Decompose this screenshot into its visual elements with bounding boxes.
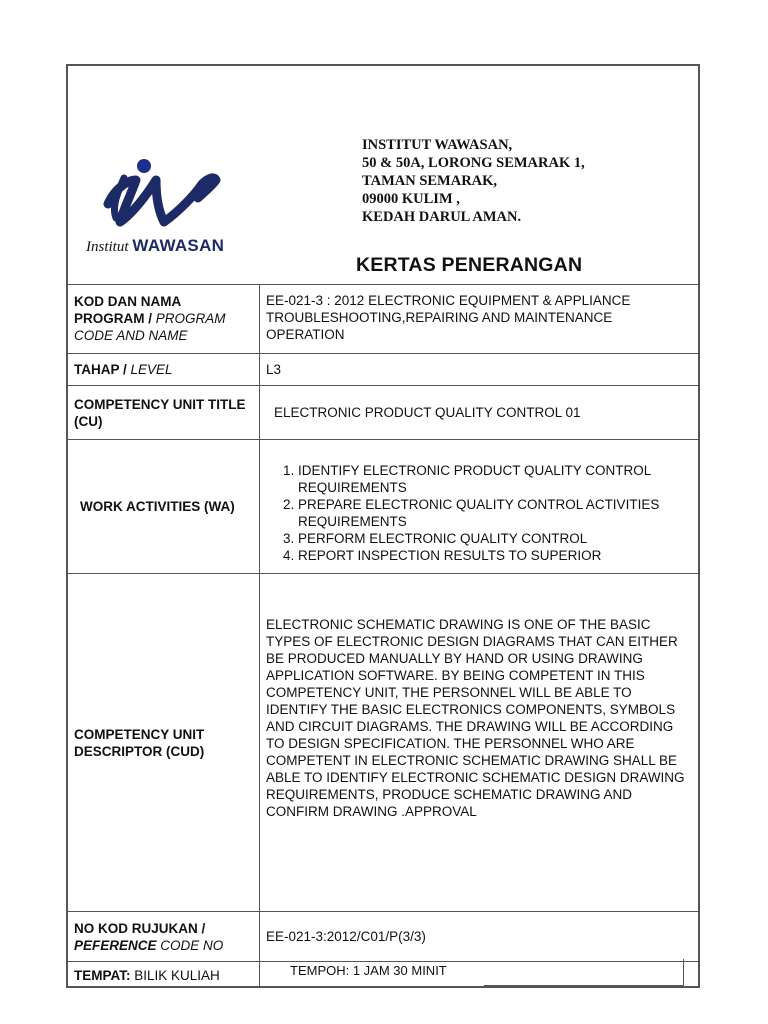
reference-value: EE-021-3:2012/C01/P(3/3) [266,929,426,944]
program-label-bold-2: PROGRAM / [74,311,153,326]
program-label [68,284,260,353]
place-label-bold: TEMPAT: [74,967,131,983]
reference-label [68,912,260,961]
document-header [68,66,698,285]
place-value [260,962,698,988]
list-item: 4. REPORT INSPECTION RESULTS TO SUPERIOR [298,547,692,564]
address-line: KEDAH DARUL AMAN. [362,209,522,225]
logo-bold-text: WAWASAN [132,236,225,255]
program-label-italic-1: PROGRAM [152,311,226,326]
institut-wawasan-logo [86,156,266,266]
document-sheet [66,64,700,988]
cu-label: COMPETENCY UNIT TITLE (CU) [68,386,260,439]
wa-label: WORK ACTIVITIES (WA) [68,440,260,573]
cud-label: COMPETENCY UNIT DESCRIPTOR (CUD) [68,574,260,911]
time-value: TEMPOH: 1 JAM 30 MINIT [290,963,447,978]
cu-value: ELECTRONIC PRODUCT QUALITY CONTROL 01 [274,405,581,420]
program-row [68,284,698,354]
wa-value [260,440,698,573]
address-line: 50 & 50A, LORONG SEMARAK 1, [362,155,585,171]
place-label-plain: BILIK KULIAH [130,967,220,983]
place-label [68,962,260,988]
program-label-bold-1: KOD DAN NAMA [74,294,182,309]
list-item: 3. PERFORM ELECTRONIC QUALITY CONTROL [298,530,692,547]
level-row [68,354,698,386]
work-activities-list [266,462,692,564]
cu-row [68,386,698,440]
place-row [68,962,698,988]
logo-wordmark [86,236,286,256]
reference-label-bold-italic: PEFERENCE [74,937,157,953]
level-value: L3 [266,362,282,377]
level-label-bold: TAHAP / [74,362,127,377]
level-label-italic: LEVEL [126,362,173,377]
program-value: EE-021-3 : 2012 ELECTRONIC EQUIPMENT & APPLIANCE TROUBLESHOOTING,REPAIRING AND MAINTENANCE OPERATION [266,293,631,342]
wa-row [68,440,698,574]
cud-row [68,574,698,912]
address-line: TAMAN SEMARAK, [362,173,498,189]
list-item: 2. PREPARE ELECTRONIC QUALITY CONTROL ACTIVITIES REQUIREMENTS [298,496,692,530]
logo-mark-icon [86,156,266,236]
address-line: 09000 KULIM , [362,191,460,207]
time-box [484,959,684,986]
program-label-italic-2: CODE AND NAME [74,328,188,343]
institute-address [362,136,682,226]
level-label [68,354,260,385]
document-title: KERTAS PENERANGAN [356,254,583,276]
reference-row [68,912,698,962]
cud-value: ELECTRONIC SCHEMATIC DRAWING IS ONE OF THE BASIC TYPES OF ELECTRONIC DESIGN DIAGRAMS THAT CAN EITHER BE PRODUCED MANUALLY BY HAND OR USING DRAWING APPLICATION SOFTWARE. BY BEING COMPETENT IN THIS COMPETENCY UNIT, THE PERSONNEL WILL BE ABLE TO IDENTIFY THE BASIC ELECTRONICS COMPONENTS, SYMBOLS AND CIRCUIT DIAGRAMS. THE DRAWING WILL BE ACCORDING TO DESIGN SPECIFICATION. THE PERSONNEL WHO ARE COMPETENT IN ELECTRONIC SCHEMATIC DRAWING SHALL BE ABLE TO IDENTIFY ELECTRONIC SCHEMATIC DESIGN DRAWING REQUIREMENTS, PRODUCE SCHEMATIC DRAWING AND CONFIRM DRAWING .APPROVAL [266,617,685,819]
list-item: 1. IDENTIFY ELECTRONIC PRODUCT QUALITY CONTROL REQUIREMENTS [298,462,692,496]
address-line: INSTITUT WAWASAN, [362,137,513,153]
reference-label-bold: NO KOD RUJUKAN / [74,920,206,936]
logo-italic-text: Institut [86,239,129,255]
reference-label-italic: CODE NO [156,937,224,953]
